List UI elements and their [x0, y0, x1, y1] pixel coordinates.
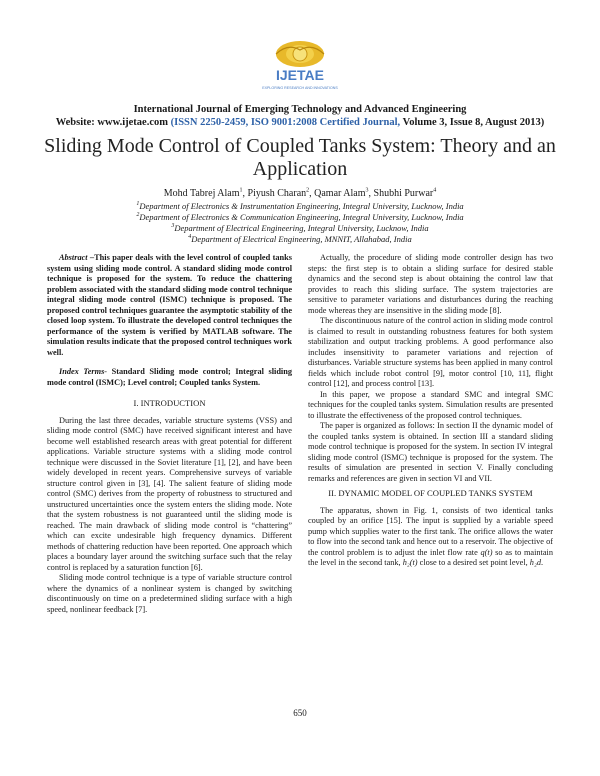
author-name: Qamar Alam [314, 188, 366, 199]
paragraph: In this paper, we propose a standard SMC and integral SMC techniques for the coupled tanks system. Simulation results are presented to illustrate the effectiveness of the proposed control techniques. [308, 389, 553, 420]
math-h2: h₂(t) [402, 558, 418, 567]
affiliation: $^2$Department of Electronics & Communication Engineering, Integral University, Lucknow, India [136, 212, 464, 222]
abstract-text: This paper deals with the level control of coupled tanks system using sliding mode control. A standard sliding mode control technique is proposed for the system. To reduce the chattering problem associated with the standard sliding mode control technique integral sliding mode control (ISMC) technique is proposed. The proposed control techniques guarantee the asymptotic stability of the closed loop system. To illustrate the developed control techniques the performance of the system is verified by MATLAB software. The simulation results indicate that the proposed control techniques work well. [47, 253, 292, 357]
author-name: Piyush Charan [247, 188, 307, 199]
volume-text: Volume 3, Issue 8, August 2013) [402, 117, 545, 128]
logo-text: IJETAE [276, 67, 324, 83]
author-name: Mohd Tabrej Alam [163, 188, 240, 199]
paragraph: Sliding mode control technique is a type of variable structure control where the dynamics of a nonlinear system is changed by switching discontinuously on time on a predetermined sliding surface with a high speed, nonlinear feedback [7]. [47, 573, 292, 614]
abstract-label: Abstract – [59, 253, 95, 262]
paragraph: The discontinuous nature of the control action in sliding mode control is claimed to result in outstanding robustness features for both system stabilization and output tracking problems. A good performance also includes insensitivity to parameter variations and rejection of disturbances. Variable structure systems has been applied in many control fields which include robot control [9], motor control [10, 11], flight control [12], and process control [13]. [308, 316, 553, 388]
math-h2d: h₂d [529, 558, 541, 567]
index-terms [47, 367, 292, 388]
index-terms-text: Standard Sliding mode control; Integral sliding mode control (ISMC); Level control; Coupled tanks System. [47, 367, 292, 387]
paragraph: During the last three decades, variable structure systems (VSS) and sliding mode control (SMC) have received significant interest and have become well established research areas with great potential for different applications. Variable structure systems with a sliding mode control technique were discussed in the Soviet literature [1], [2], and have been widely developed in recent years. Comprehensive surveys of variable structure control given in [3], [4]. The salient feature of sliding mode control (SMC) derives from the property of robustness to structured and unstructured uncertainties once the system enters the sliding mode. Note that the system robustness is not guaranteed until the sliding mode is reached. The main drawback of sliding mode control is “chattering” which can excite undesirable high frequency dynamics. Different methods of chattering reduction have been reported. One approach which places a boundary layer around the switching surface such that the relay control is replaced by a saturation function [6]. [47, 415, 292, 572]
journal-logo [262, 38, 338, 94]
affiliation: $^4$Department of Electrical Engineering, MNNIT, Allahabad, India [188, 234, 412, 244]
paragraph: The paper is organized as follows: In section II the dynamic model of the coupled tanks system is obtained. In section III a standard sliding mode control technique is proposed for the system. In section IV integral sliding mode control (ISMC) technique is proposed for the system. The results of simulation are presented in section V. Finally concluding remarks and references are given in section VI and VII. [308, 421, 553, 483]
issn-text: (ISSN 2250-2459, ISO 9001:2008 Certified Journal, [170, 117, 401, 128]
affiliation: $^3$Department of Electrical Engineering, Integral University, Lucknow, India [171, 223, 429, 233]
abstract [47, 253, 292, 358]
page-number: 650 [293, 708, 307, 718]
math-q: q(t) [480, 547, 493, 557]
journal-name: International Journal of Emerging Technology and Advanced Engineering [133, 104, 467, 115]
index-terms-label: Index Terms- [59, 367, 108, 376]
right-column [308, 253, 553, 569]
paragraph: Actually, the procedure of sliding mode controller design has two steps: the first step is to obtain a sliding surface for desired stable dynamics and the second step is about obtaining the control law that provides to reach this sliding surface. The system trajectories are sensitive to parameter variations and disturbances during the reaching mode whereas they are insensitive in the sliding mode [8]. [308, 253, 553, 315]
paper-title-line2: Application [252, 158, 348, 180]
paragraph: The apparatus, shown in Fig. 1, consists of two identical tanks coupled by an orifice [15]. The input is supplied by a variable speed pump which supplies water to the first tank. The orifice allows the water to flow into the second tank and hence out to a reservoir. The objective of the control problem is to adjust the inlet flow rate q(t) so as to maintain the level in the second tank, h₂(t) close to a desired set point level, h₂d. [308, 505, 553, 567]
left-column [47, 253, 292, 615]
author-list: Mohd Tabrej Alam$^1$, Piyush Charan$^2$, Qamar Alam$^3$, Shubhi Purwar$^4$ [163, 187, 437, 199]
author-name: Shubhi Purwar [373, 188, 434, 199]
section-heading-dynamic-model: II. DYNAMIC MODEL OF COUPLED TANKS SYSTEM [328, 488, 533, 498]
logo-tagline: EXPLORING RESEARCH AND INNOVATIONS [262, 86, 338, 90]
affiliation: $^1$Department of Electronics & Instrumentation Engineering, Integral University, Lucknow, India [136, 201, 464, 211]
paper-title-line1: Sliding Mode Control of Coupled Tanks System: Theory and an [44, 135, 556, 157]
paper-title [30, 135, 570, 181]
journal-info-line [0, 117, 600, 128]
website-label: Website: www.ijetae.com [55, 117, 168, 128]
section-heading-introduction: I. INTRODUCTION [133, 398, 206, 408]
